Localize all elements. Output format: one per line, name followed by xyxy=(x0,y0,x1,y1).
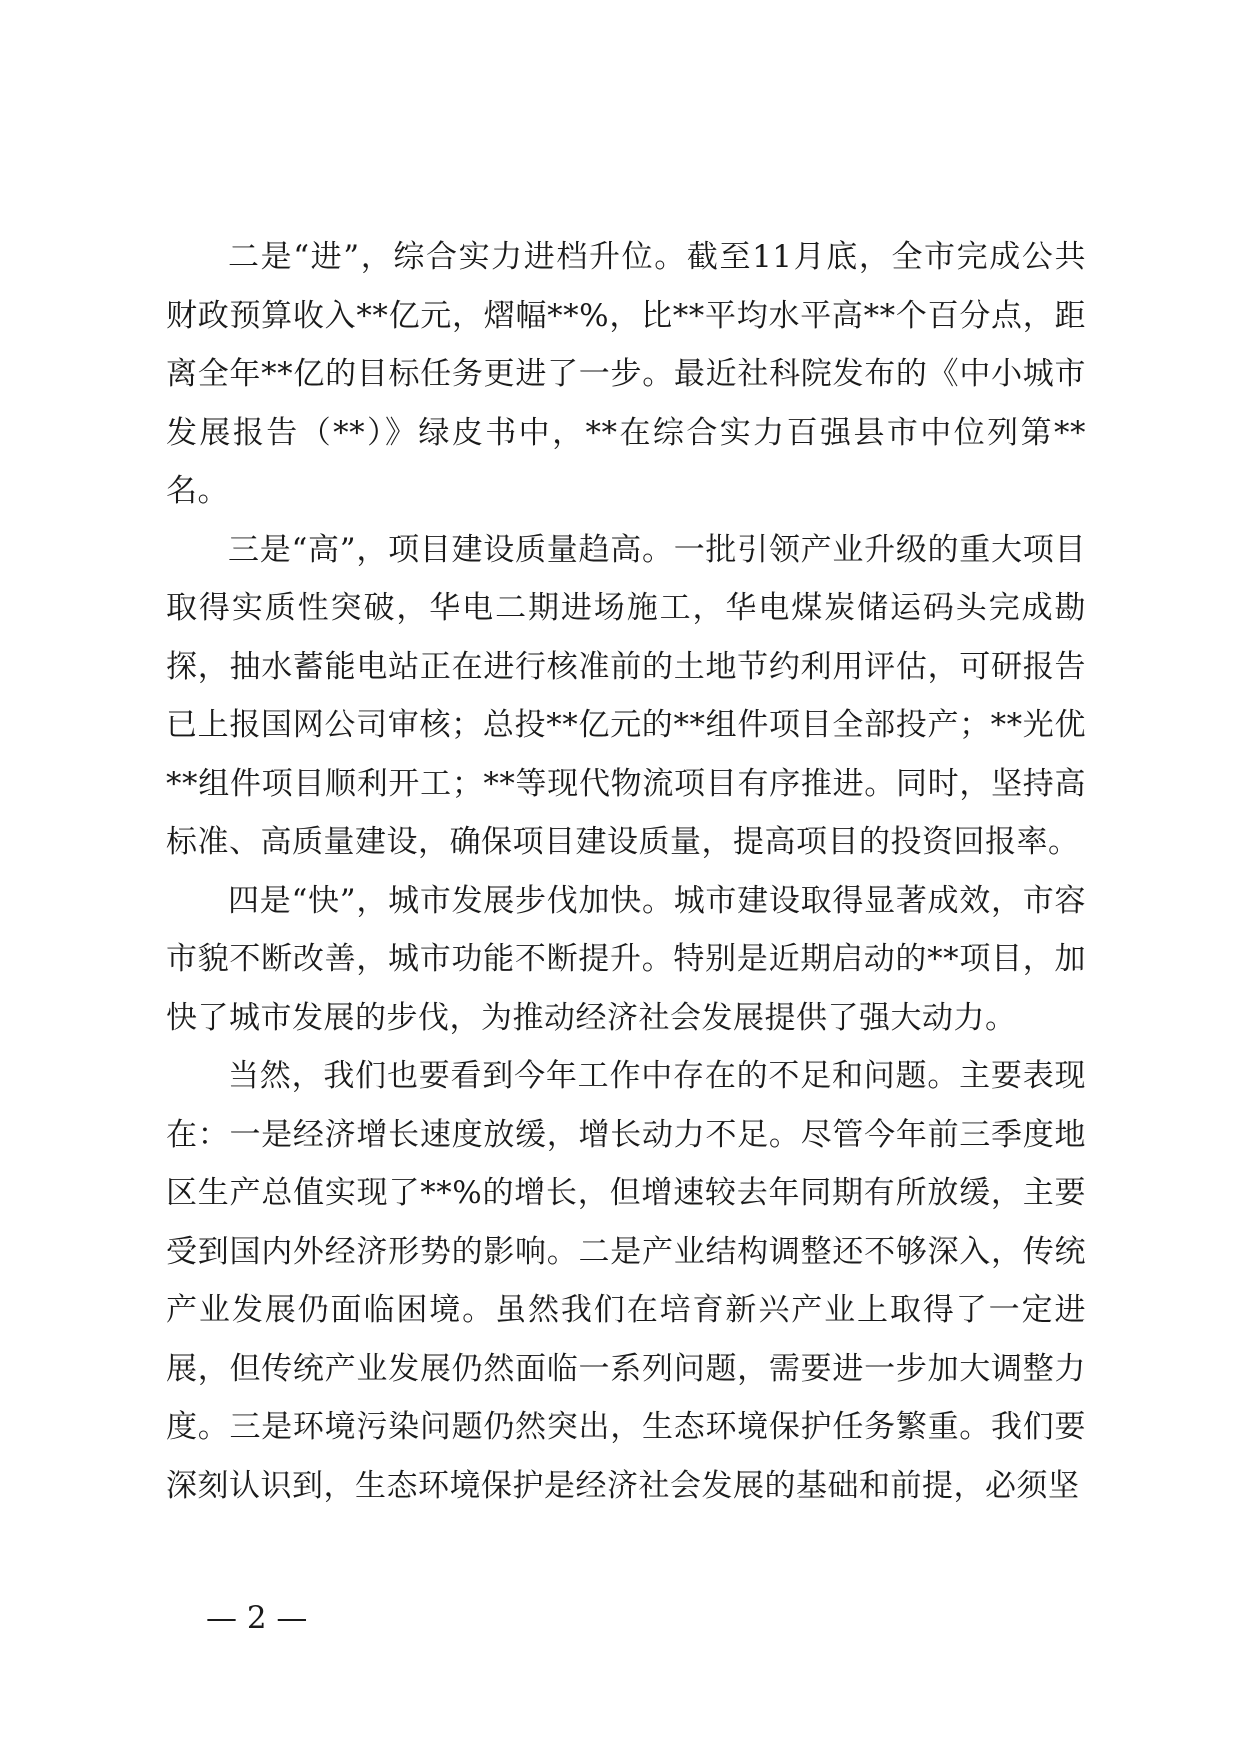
paragraph-progress: 二是“进”，综合实力进档升位。截至11月底，全市完成公共财政预算收入**亿元，熠幅**%，比**平均水平高**个百分点，距离全年**亿的目标任务更进了一步。最近社科院发布的《中小城市发展报告（**）》绿皮书中，**在综合实力百强县市中位列第**名。 xyxy=(166,239,1086,509)
paragraph-quality: 三是“高”，项目建设质量趋高。一批引领产业升级的重大项目取得实质性突破，华电二期进场施工，华电煤炭储运码头完成勘探，抽水蓄能电站正在进行核准前的土地节约利用评估，可研报告已上报国网公司审核；总投**亿元的**组件项目全部投产；**光优**组件项目顺利开工；**等现代物流项目有序推进。同时，坚持高标准、高质量建设，确保项目建设质量，提高项目的投资回报率。 xyxy=(166,531,1086,860)
body-text xyxy=(166,228,1086,1515)
paragraph-speed: 四是“快”，城市发展步伐加快。城市建设取得显著成效，市容市貌不断改善，城市功能不断提升。特别是近期启动的**项目，加快了城市发展的步伐，为推动经济社会发展提供了强大动力。 xyxy=(166,882,1086,1036)
paragraph-problems: 当然，我们也要看到今年工作中存在的不足和问题。主要表现在：一是经济增长速度放缓，增长动力不足。尽管今年前三季度地区生产总值实现了**%的增长，但增速较去年同期有所放缓，主要受到国内外经济形势的影响。二是产业结构调整还不够深入，传统产业发展仍面临困境。虽然我们在培育新兴产业上取得了一定进展，但传统产业发展仍然面临一系列问题，需要进一步加大调整力度。三是环境污染问题仍然突出，生态环境保护任务繁重。我们要深刻认识到，生态环境保护是经济社会发展的基础和前提，必须坚 xyxy=(166,1058,1086,1504)
page-number: — 2 — xyxy=(206,1600,308,1636)
